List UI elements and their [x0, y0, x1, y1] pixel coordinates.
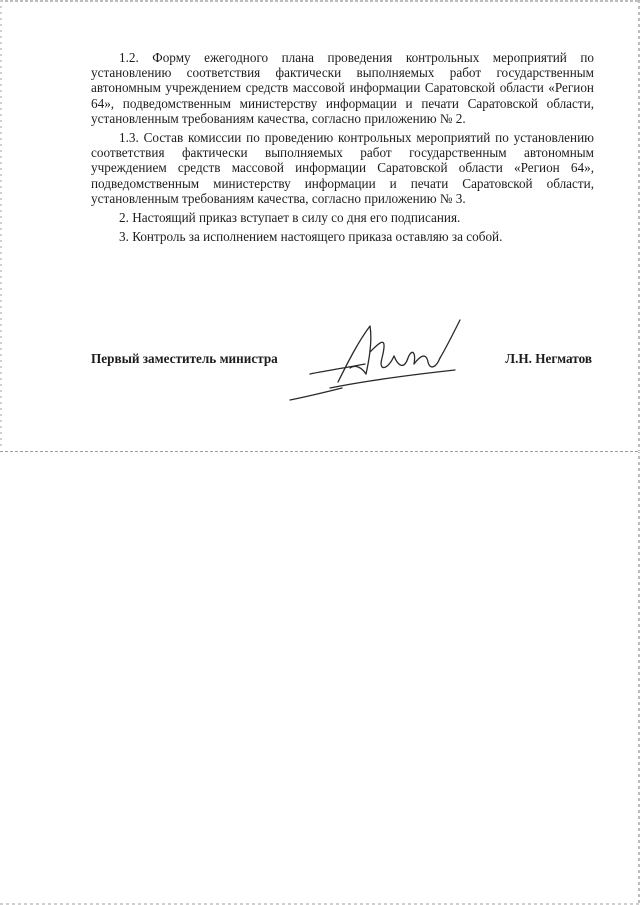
scan-border-top: [0, 0, 640, 2]
paragraph-1-2: 1.2. Форму ежегодного плана проведения контрольных мероприятий по установлению соответствия фактически выполняемых работ государственным автономным учреждением средств массовой информации Саратовской области «Регион 64», подведомственным министерству информации и печати Саратовской области, установленным требованиям качества, согласно приложению № 2.: [91, 50, 594, 126]
paragraph-2: 2. Настоящий приказ вступает в силу со дня его подписания.: [119, 210, 461, 226]
scan-border-left: [0, 0, 2, 450]
page-edge-line: [0, 451, 640, 452]
document-body: [91, 50, 594, 248]
paragraph-3: 3. Контроль за исполнением настоящего приказа оставляю за собой.: [119, 229, 503, 245]
signer-name: Л.Н. Негматов: [505, 351, 592, 366]
paragraph-1-3: 1.3. Состав комиссии по проведению контрольных мероприятий по установлению соответствия фактически выполняемых работ государственным автономным учреждением средств массовой информации Саратовской области «Регион 64», подведомственным министерству информации и печати Саратовской области, установленным требованиям качества, согласно приложению № 3.: [91, 130, 594, 206]
signature-block: [91, 351, 594, 371]
signer-title: Первый заместитель министра: [91, 351, 278, 366]
